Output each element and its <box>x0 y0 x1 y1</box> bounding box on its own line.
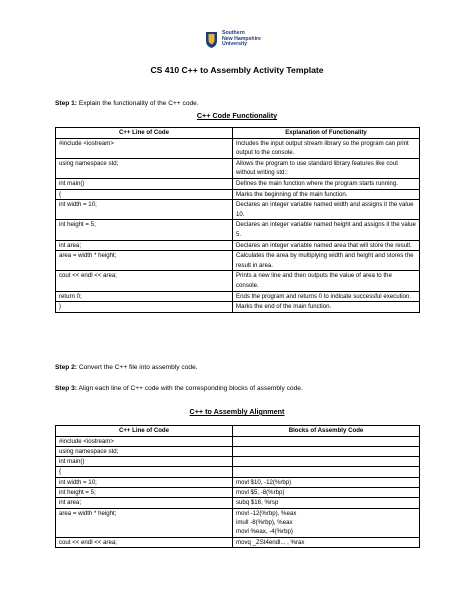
logo-line-1: Southern <box>222 30 245 36</box>
step-3-text: Align each line of C++ code with the corresponding blocks of assembly code. <box>76 385 303 392</box>
table-header-cell: Explanation of Functionality <box>233 128 420 139</box>
logo-line-3: University <box>222 41 248 48</box>
table-header-cell: Blocks of Assembly Code <box>233 426 420 437</box>
cpp-code-cell: int main() <box>56 457 233 467</box>
cpp-code-cell: return 0; <box>56 291 233 302</box>
cpp-code-cell: cout << endl << area; <box>56 537 233 547</box>
table-row <box>56 508 420 537</box>
explanation-cell: Marks the end of the main function. <box>233 302 420 313</box>
cpp-code-cell: area = width * height; <box>56 508 233 537</box>
university-logo <box>205 31 261 49</box>
table-row <box>56 467 420 477</box>
table-row <box>56 498 420 508</box>
table-row <box>56 488 420 498</box>
assembly-code-cell <box>233 457 420 467</box>
table-row <box>56 446 420 456</box>
step-3-label: Step 3: <box>55 385 77 392</box>
assembly-code-cell: movl $5, -8(%rbp) <box>233 488 420 498</box>
table-row <box>56 240 420 251</box>
cpp-code-cell: cout << endl << area; <box>56 271 233 291</box>
functionality-table <box>55 127 420 313</box>
explanation-cell: Includes the input output stream library so the program can print output to the console. <box>233 138 420 158</box>
table-row <box>56 477 420 487</box>
table-row <box>56 302 420 313</box>
cpp-code-cell: int main() <box>56 178 233 189</box>
cpp-code-cell: #include <iostream> <box>56 138 233 158</box>
table-row <box>56 457 420 467</box>
assembly-code-cell: subq $16, %rsp <box>233 498 420 508</box>
table-row <box>56 178 420 189</box>
explanation-cell: Calculates the area by multiplying width and height and stores the result in area. <box>233 251 420 271</box>
table-row <box>56 200 420 220</box>
assembly-code-cell: movl -12(%rbp), %eax imull -8(%rbp), %eax movl %eax, -4(%rbp) <box>233 508 420 537</box>
cpp-code-cell: using namespace std; <box>56 446 233 456</box>
explanation-cell: Declares an integer variable named area that will store the result. <box>233 240 420 251</box>
cpp-code-cell: int height = 5; <box>56 220 233 240</box>
section-2-title: C++ to Assembly Alignment <box>189 407 285 416</box>
table-row <box>56 158 420 178</box>
step-2-instruction <box>55 364 198 371</box>
table-row <box>56 251 420 271</box>
table-row <box>56 138 420 158</box>
assembly-code-cell <box>233 446 420 456</box>
table-row <box>56 189 420 200</box>
table-header-row <box>56 426 420 437</box>
step-1-instruction <box>55 100 199 107</box>
step-2-label: Step 2: <box>55 364 77 371</box>
cpp-code-cell: int width = 10; <box>56 477 233 487</box>
table-row <box>56 220 420 240</box>
cpp-code-cell: int area; <box>56 498 233 508</box>
cpp-code-cell: } <box>56 302 233 313</box>
assembly-code-cell: movl $10, -12(%rbp) <box>233 477 420 487</box>
cpp-code-cell: int area; <box>56 240 233 251</box>
table-row <box>56 537 420 547</box>
cpp-code-cell: { <box>56 467 233 477</box>
cpp-code-cell: { <box>56 189 233 200</box>
cpp-code-cell: area = width * height; <box>56 251 233 271</box>
explanation-cell: Prints a new line and then outputs the value of area to the console. <box>233 271 420 291</box>
assembly-code-cell <box>233 467 420 477</box>
explanation-cell: Declares an integer variable named width and assigns it the value 10. <box>233 200 420 220</box>
cpp-code-cell: int width = 10; <box>56 200 233 220</box>
step-2-text: Convert the C++ file into assembly code. <box>76 364 198 371</box>
table-row <box>56 271 420 291</box>
explanation-cell: Allows the program to use standard library features like cout without writing std:: <box>233 158 420 178</box>
step-3-instruction <box>55 385 303 392</box>
explanation-cell: Declares an integer variable named height and assigns it the value 5. <box>233 220 420 240</box>
logo-wordmark <box>222 31 261 48</box>
explanation-cell: Ends the program and returns 0 to indicate successful execution. <box>233 291 420 302</box>
logo-line-2: New Hampshire <box>222 35 261 42</box>
table-row <box>56 436 420 446</box>
cpp-code-cell: int height = 5; <box>56 488 233 498</box>
step-1-text: Explain the functionality of the C++ code. <box>76 100 199 107</box>
cpp-code-cell: using namespace std; <box>56 158 233 178</box>
table-header-cell: C++ Line of Code <box>56 426 233 437</box>
explanation-cell: Defines the main function where the program starts running. <box>233 178 420 189</box>
assembly-code-cell: movq _ZSt4endl... , %rax <box>233 537 420 547</box>
cpp-code-cell: #include <iostream> <box>56 436 233 446</box>
table-header-cell: C++ Line of Code <box>56 128 233 139</box>
shield-logo-icon <box>205 31 218 49</box>
table-header-row <box>56 128 420 139</box>
section-1-title: C++ Code Functionality <box>196 111 278 120</box>
step-1-label: Step 1: <box>55 100 77 107</box>
explanation-cell: Marks the beginning of the main function. <box>233 189 420 200</box>
assembly-code-cell <box>233 436 420 446</box>
document-title: CS 410 C++ to Assembly Activity Template <box>150 65 324 75</box>
table-row <box>56 291 420 302</box>
alignment-table <box>55 425 420 548</box>
